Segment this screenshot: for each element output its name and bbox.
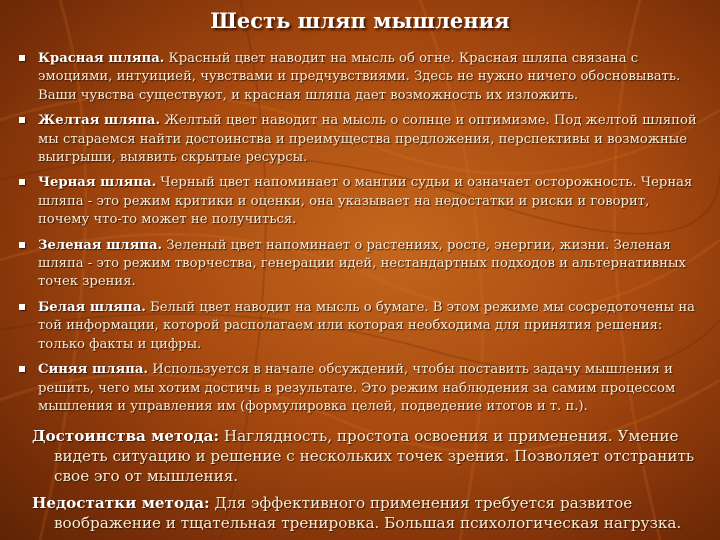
disadvantages-paragraph <box>32 493 720 533</box>
bullet-icon <box>19 366 25 372</box>
green-hat-text: Зеленый цвет напоминает о растениях, росте, энергии, жизни. Зеленая шляпа - это режим творчества, генерации идей, нестандартных подходов и альтернативных точек зрения. <box>38 237 686 290</box>
bullet-icon <box>19 242 25 248</box>
advantages-text: Наглядность, простота освоения и применения. Умение видеть ситуацию и решение с нескольких точек зрения. Позволяет отстранить свое эго от мышления. <box>54 427 695 485</box>
list-item-red-hat <box>38 50 698 105</box>
white-hat-term: Белая шляпа. <box>38 299 146 315</box>
red-hat-term: Красная шляпа. <box>38 51 165 66</box>
bullet-icon <box>19 179 25 185</box>
advantages-term: Достоинства метода: <box>32 427 220 445</box>
green-hat-term: Зеленая шляпа. <box>38 237 163 253</box>
hats-list <box>38 50 698 423</box>
bullet-icon <box>19 304 25 310</box>
list-item-black-hat <box>38 174 698 229</box>
bullet-icon <box>19 117 25 123</box>
list-item-yellow-hat <box>38 112 698 167</box>
bullet-icon <box>19 55 25 61</box>
disadvantages-term: Недостатки метода: <box>32 494 210 512</box>
list-item-green-hat <box>38 237 698 292</box>
black-hat-term: Черная шляпа. <box>38 175 157 191</box>
blue-hat-text: Используется в начале обсуждений, чтобы поставить задачу мышления и решить, чего мы хотим достичь в результате. Это режим наблюдения за самим процессом мышления и управления им (формулировка целей, подведение итогов и т. п.). <box>38 362 676 414</box>
red-hat-text: Красный цвет наводит на мысль об огне. Красная шляпа связана с эмоциями, интуицией, чувствами и предчувствиями. Здесь не нужно ничего обосновывать. Ваши чувства существуют, и красная шляпа дает возможность их изложить. <box>38 51 681 103</box>
yellow-hat-term: Желтая шляпа. <box>38 113 161 129</box>
white-hat-text: Белый цвет наводит на мысль о бумаге. В этом режиме мы сосредоточены на той информации, которой располагаем или которая необходима для принятия решения: только факты и цифры. <box>38 299 695 352</box>
list-item-white-hat <box>38 299 698 354</box>
black-hat-text: Черный цвет напоминает о мантии судьи и означает осторожность. Черная шляпа - это режим критики и оценки, она указывает на недостатки и риски и говорит, почему что-то может не получиться. <box>38 175 693 228</box>
advantages-paragraph <box>32 426 720 486</box>
blue-hat-term: Синяя шляпа. <box>38 362 149 378</box>
disadvantages-text: Для эффективного применения требуется развитое воображение и тщательная тренировка. Большая психологическая нагрузка. <box>54 494 682 532</box>
list-item-blue-hat <box>38 361 698 416</box>
yellow-hat-text: Желтый цвет наводит на мысль о солнце и оптимизме. Под желтой шляпой мы стараемся найти достоинства и преимущества предложения, перспективы и возможные выигрыши, выявить скрытые ресурсы. <box>38 113 697 166</box>
slide-title: Шесть шляп мышления <box>210 8 510 33</box>
